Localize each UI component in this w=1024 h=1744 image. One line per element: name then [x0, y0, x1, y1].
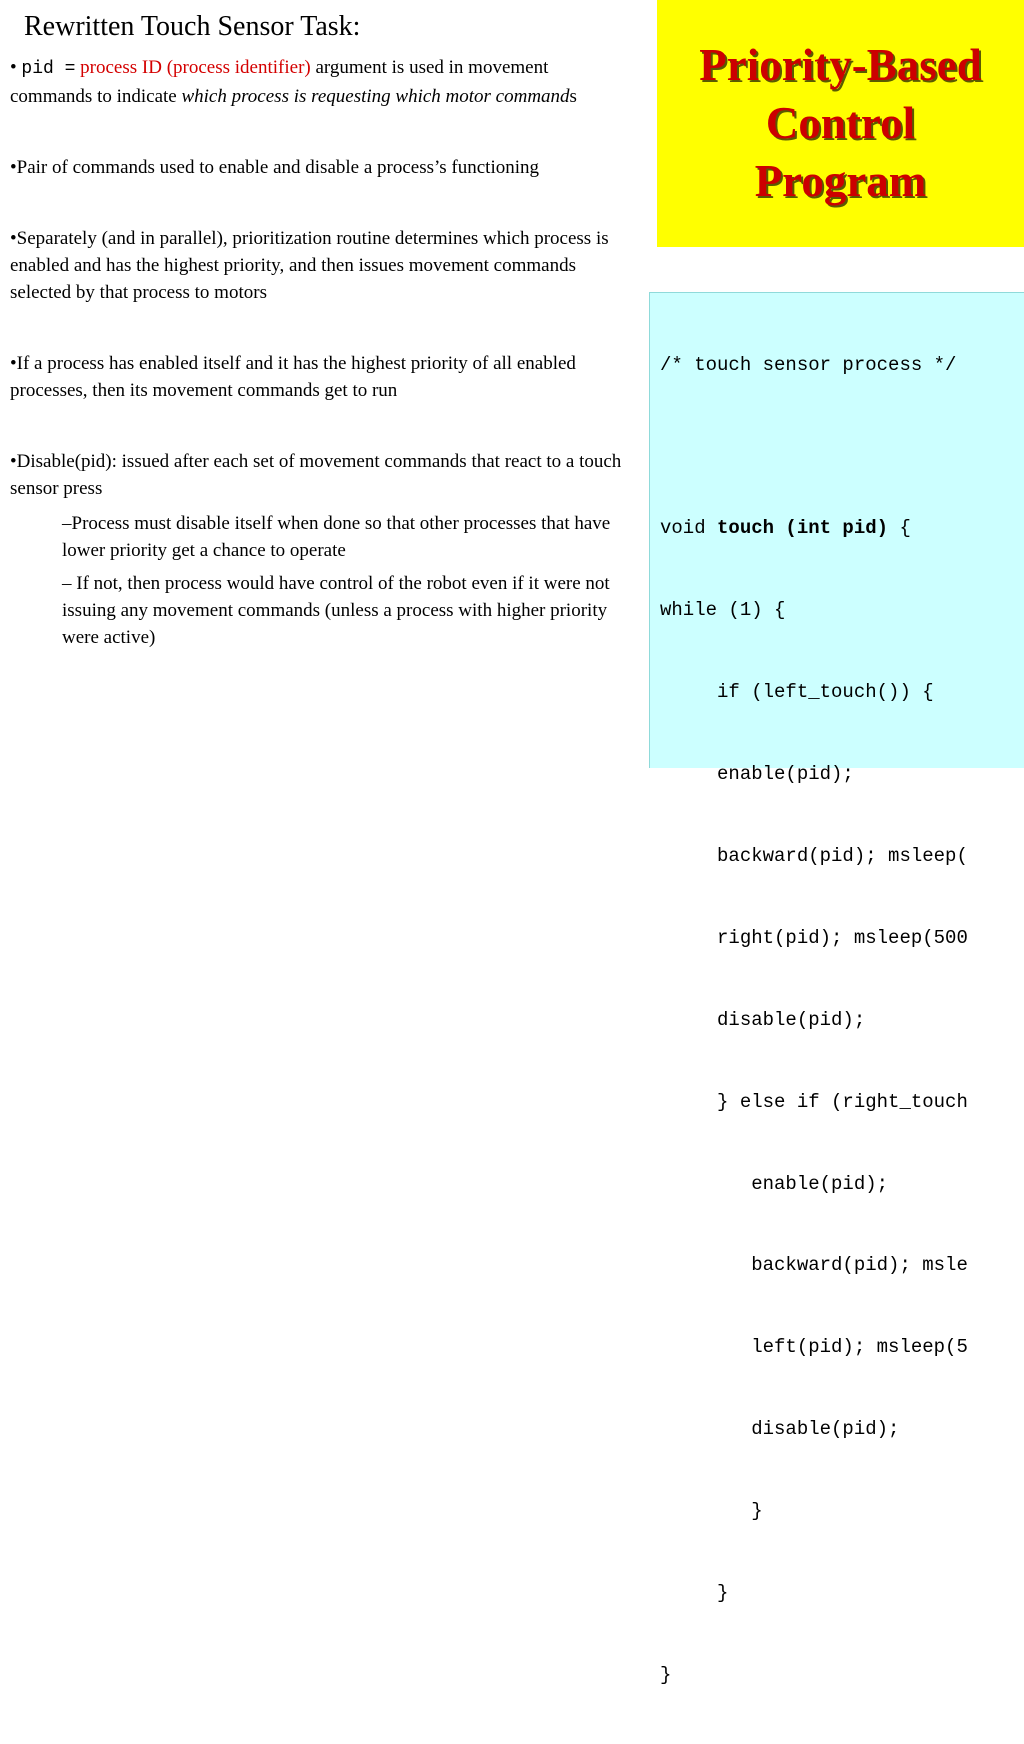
- code-line-11: enable(pid);: [660, 1172, 889, 1195]
- code-line-9: disable(pid);: [660, 1008, 866, 1031]
- bullet-disable: •Disable(pid): issued after each set of movement commands that react to a touch sensor press: [10, 451, 622, 499]
- code-line-15: }: [660, 1500, 763, 1523]
- title-line-3: Program: [754, 156, 927, 206]
- code-line-5: if (left_touch()) {: [660, 681, 934, 704]
- code-box: [649, 292, 1024, 1686]
- code-line-1: /* touch sensor process */: [660, 353, 957, 376]
- sub-bullet-disable-itself: –Process must disable itself when done so that other processes that have lower priority get a chance to operate: [62, 513, 611, 561]
- slide-heading: Rewritten Touch Sensor Task:: [24, 11, 361, 42]
- slide-title: [657, 36, 1024, 210]
- code-line-12: backward(pid); msle: [660, 1254, 968, 1277]
- bullet-pid-prefix: •: [10, 57, 22, 78]
- code-listing: [650, 293, 1024, 1744]
- code-line-14: disable(pid);: [660, 1418, 900, 1441]
- code-line-10: } else if (right_touch: [660, 1090, 968, 1113]
- bullet-prioritization: •Separately (and in parallel), prioritization routine determines which process is enabled and has the highest priority, and then issues movement commands selected by that process to motors: [10, 228, 609, 303]
- code-line-13: left(pid); msleep(5: [660, 1336, 968, 1359]
- code-line-3-bold: touch (int pid): [717, 517, 889, 540]
- bullet-pid-code: pid =: [21, 59, 76, 79]
- bullet-enable-disable: •Pair of commands used to enable and disable a process’s functioning: [10, 157, 540, 178]
- bullet-pid-italic-text: which process is requesting which motor command: [181, 86, 570, 107]
- bullet-pid-red-text: process ID (process identifier): [75, 57, 311, 78]
- title-box: [657, 0, 1024, 247]
- bullet-highest-priority: •If a process has enabled itself and it has the highest priority of all enabled processes, then its movement commands get to run: [10, 353, 576, 401]
- sub-bullet-control-robot: – If not, then process would have control of the robot even if it were not issuing any movement commands (unless a process with higher priority were active): [62, 573, 610, 648]
- code-line-7: backward(pid); msleep(: [660, 844, 968, 867]
- code-line-8: right(pid); msleep(500: [660, 926, 968, 949]
- code-line-3: [660, 515, 1024, 542]
- bullet-pid: [10, 54, 630, 110]
- code-line-4: while (1) {: [660, 599, 786, 622]
- code-line-16: }: [660, 1581, 729, 1604]
- bullet-pid-plain-text: argument is used in movement commands to indicate: [10, 57, 549, 107]
- code-line-3-pre: void: [660, 517, 718, 540]
- title-line-1: Priority-Based: [699, 40, 982, 90]
- bullet-pid-suffix: s: [569, 86, 577, 107]
- code-line-3-post: {: [888, 517, 911, 540]
- code-line-6: enable(pid);: [660, 763, 854, 786]
- code-line-2: [660, 433, 1024, 460]
- title-line-2: Control: [765, 98, 916, 148]
- bullet-list: [10, 54, 630, 651]
- code-line-17: }: [660, 1663, 672, 1686]
